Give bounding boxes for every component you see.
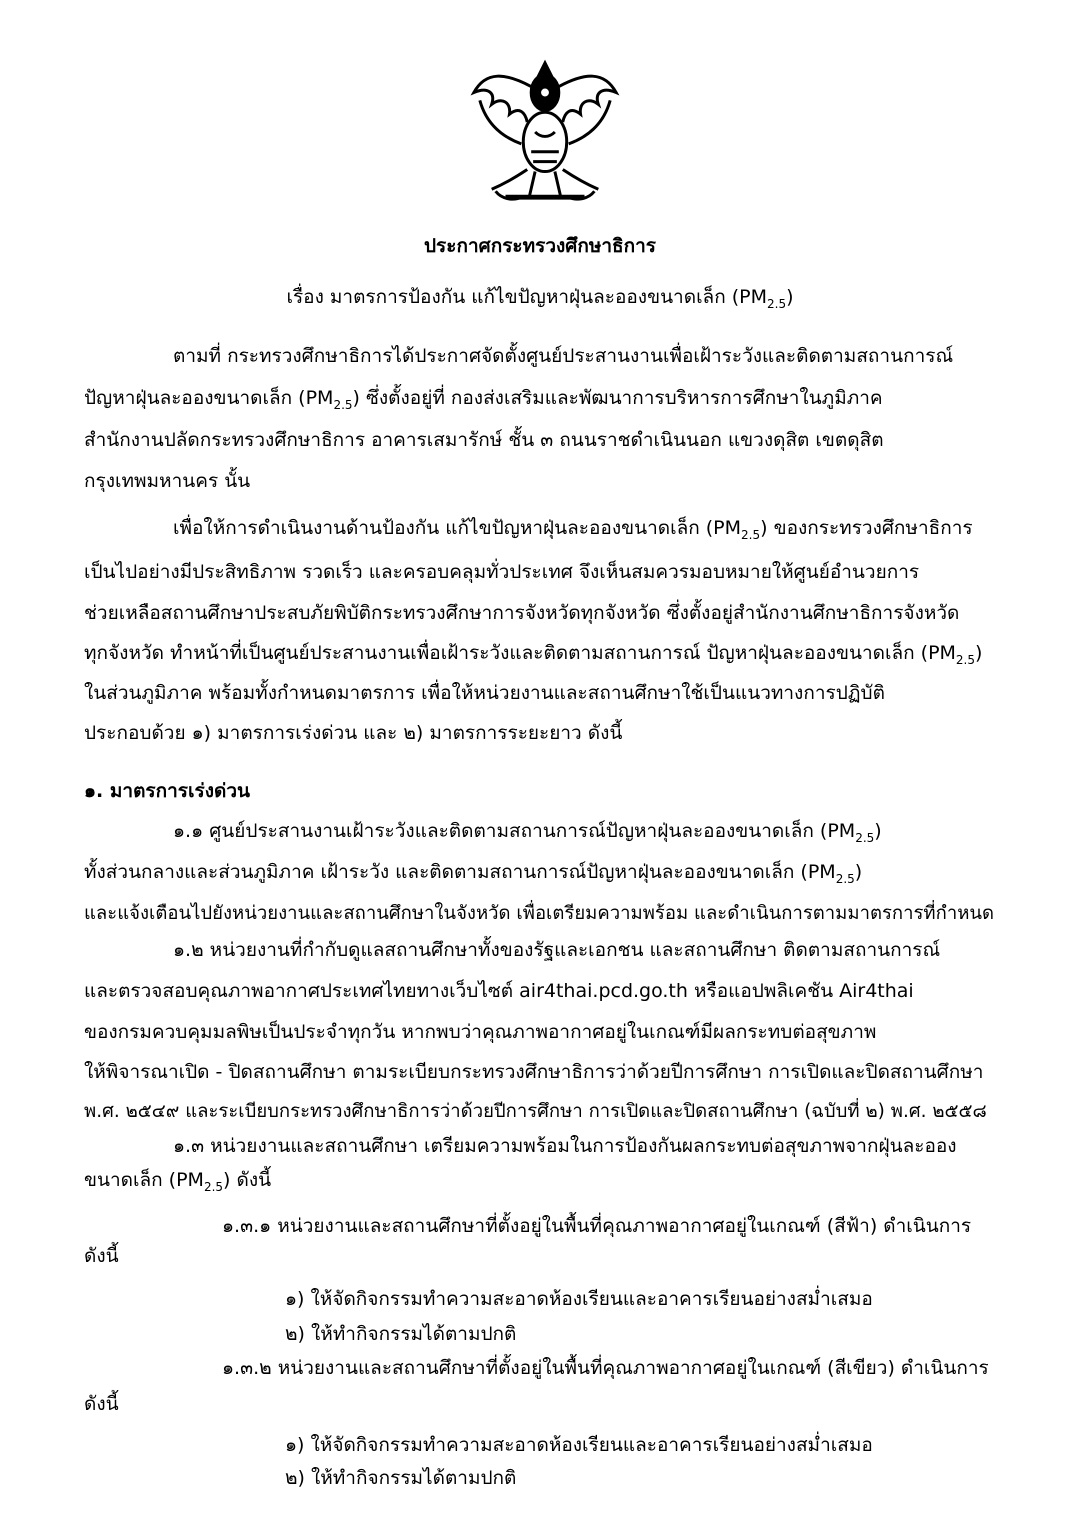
item-1-3-2-sub2: ๒) ให้ทำกิจกรรมได้ตามปกติ <box>285 1467 517 1489</box>
item-1-3-line1: ๑.๓ หน่วยงานและสถานศึกษา เตรียมความพร้อมในการป้องกันผลกระทบต่อสุขภาพจากฝุ่นละออง <box>173 1135 957 1157</box>
item-1-2-line4: ให้พิจารณาเปิด - ปิดสถานศึกษา ตามระเบียบกระทรวงศึกษาธิการว่าด้วยปีการศึกษา การเปิดและปิดสถานศึกษา <box>84 1061 984 1083</box>
paragraph2-line6: ประกอบด้วย ๑) มาตรการเร่งด่วน และ ๒) มาตรการระยะยาว ดังนี้ <box>84 722 623 744</box>
item-1-3-1-sub2: ๒) ให้ทำกิจกรรมได้ตามปกติ <box>285 1323 517 1345</box>
item-1-3-1-sub1: ๑) ให้จัดกิจกรรมทำความสะอาดห้องเรียนและอาคารเรียนอย่างสม่ำเสมอ <box>285 1288 873 1310</box>
item-1-3-2-line2: ดังนี้ <box>84 1393 119 1415</box>
garuda-emblem <box>466 52 624 212</box>
paragraph2-line4: ทุกจังหวัด ทำหน้าที่เป็นศูนย์ประสานงานเพื่อเฝ้าระวังและติดตามสถานการณ์ ปัญหาฝุ่นละอองขนาดเล็ก $(PM_{2.5})$ <box>84 642 983 667</box>
item-1-3-1-line2: ดังนี้ <box>84 1245 119 1267</box>
item-1-3-2-sub1: ๑) ให้จัดกิจกรรมทำความสะอาดห้องเรียนและอาคารเรียนอย่างสม่ำเสมอ <box>285 1434 873 1456</box>
paragraph1-line4: กรุงเทพมหานคร นั้น <box>84 470 251 492</box>
paragraph2-line2: เป็นไปอย่างมีประสิทธิภาพ รวดเร็ว และครอบคลุมทั่วประเทศ จึงเห็นสมควรมอบหมายให้ศูนย์อำนวยการ <box>84 561 920 583</box>
announcement-subject: เรื่อง มาตรการป้องกัน แก้ไขปัญหาฝุ่นละอองขนาดเล็ก $(PM_{2.5})$ <box>286 286 794 311</box>
paragraph1-line1: ตามที่ กระทรวงศึกษาธิการได้ประกาศจัดตั้งศูนย์ประสานงานเพื่อเฝ้าระวังและติดตามสถานการณ์ <box>173 345 954 367</box>
item-1-2-line3: ของกรมควบคุมมลพิษเป็นประจำทุกวัน หากพบว่าคุณภาพอากาศอยู่ในเกณฑ์มีผลกระทบต่อสุขภาพ <box>84 1021 877 1043</box>
paragraph2-line1: เพื่อให้การดำเนินงานด้านป้องกัน แก้ไขปัญหาฝุ่นละอองขนาดเล็ก $(PM_{2.5})$ ของกระทรวงศึกษาธิการ <box>173 517 973 542</box>
item-1-3-1-line1: ๑.๓.๑ หน่วยงานและสถานศึกษาที่ตั้งอยู่ในพื้นที่คุณภาพอากาศอยู่ในเกณฑ์ (สีฟ้า) ดำเนินการ <box>222 1215 972 1237</box>
announcement-title: ประกาศกระทรวงศึกษาธิการ <box>423 235 657 257</box>
item-1-1-line1: ๑.๑ ศูนย์ประสานงานเฝ้าระวังและติดตามสถานการณ์ปัญหาฝุ่นละอองขนาดเล็ก $(PM_{2.5})$ <box>173 820 882 845</box>
item-1-2-line1: ๑.๒ หน่วยงานที่กำกับดูแลสถานศึกษาทั้งของรัฐและเอกชน และสถานศึกษา ติดตามสถานการณ์ <box>173 939 941 961</box>
paragraph2-line5: ในส่วนภูมิภาค พร้อมทั้งกำหนดมาตรการ เพื่อให้หน่วยงานและสถานศึกษาใช้เป็นแนวทางการปฏิบัติ <box>84 682 885 704</box>
item-1-3-2-line1: ๑.๓.๒ หน่วยงานและสถานศึกษาที่ตั้งอยู่ในพื้นที่คุณภาพอากาศอยู่ในเกณฑ์ (สีเขียว) ดำเนินการ <box>222 1357 989 1379</box>
section1-heading: ๑. มาตรการเร่งด่วน <box>84 780 250 802</box>
paragraph2-line3: ช่วยเหลือสถานศึกษาประสบภัยพิบัติกระทรวงศึกษาการจังหวัดทุกจังหวัด ซึ่งตั้งอยู่สำนักงานศึกษาธิการจังหวัด <box>84 602 960 624</box>
item-1-3-line2: ขนาดเล็ก $(PM_{2.5})$ ดังนี้ <box>84 1169 272 1194</box>
paragraph1-line2: ปัญหาฝุ่นละอองขนาดเล็ก $(PM_{2.5})$ ซึ่งตั้งอยู่ที่ กองส่งเสริมและพัฒนาการบริหารการศึกษาในภูมิภาค <box>84 387 883 412</box>
item-1-2-line5: พ.ศ. ๒๕๔๙ และระเบียบกระทรวงศึกษาธิการว่าด้วยปีการศึกษา การเปิดและปิดสถานศึกษา (ฉบับที่ ๒) พ.ศ. ๒๕๕๘ <box>84 1101 987 1122</box>
item-1-2-line2: และตรวจสอบคุณภาพอากาศประเทศไทยทางเว็บไซต์ air4thai.pcd.go.th หรือแอปพลิเคชัน Air4thai <box>84 980 914 1002</box>
item-1-1-line3: และแจ้งเตือนไปยังหน่วยงานและสถานศึกษาในจังหวัด เพื่อเตรียมความพร้อม และดำเนินการตามมาตรการที่กำหนด <box>84 903 995 924</box>
paragraph1-line3: สำนักงานปลัดกระทรวงศึกษาธิการ อาคารเสมารักษ์ ชั้น ๓ ถนนราชดำเนินนอก แขวงดุสิต เขตดุสิต <box>84 429 884 451</box>
item-1-1-line2: ทั้งส่วนกลางและส่วนภูมิภาค เฝ้าระวัง และติดตามสถานการณ์ปัญหาฝุ่นละอองขนาดเล็ก $(PM_{2.5})$ <box>84 861 863 886</box>
